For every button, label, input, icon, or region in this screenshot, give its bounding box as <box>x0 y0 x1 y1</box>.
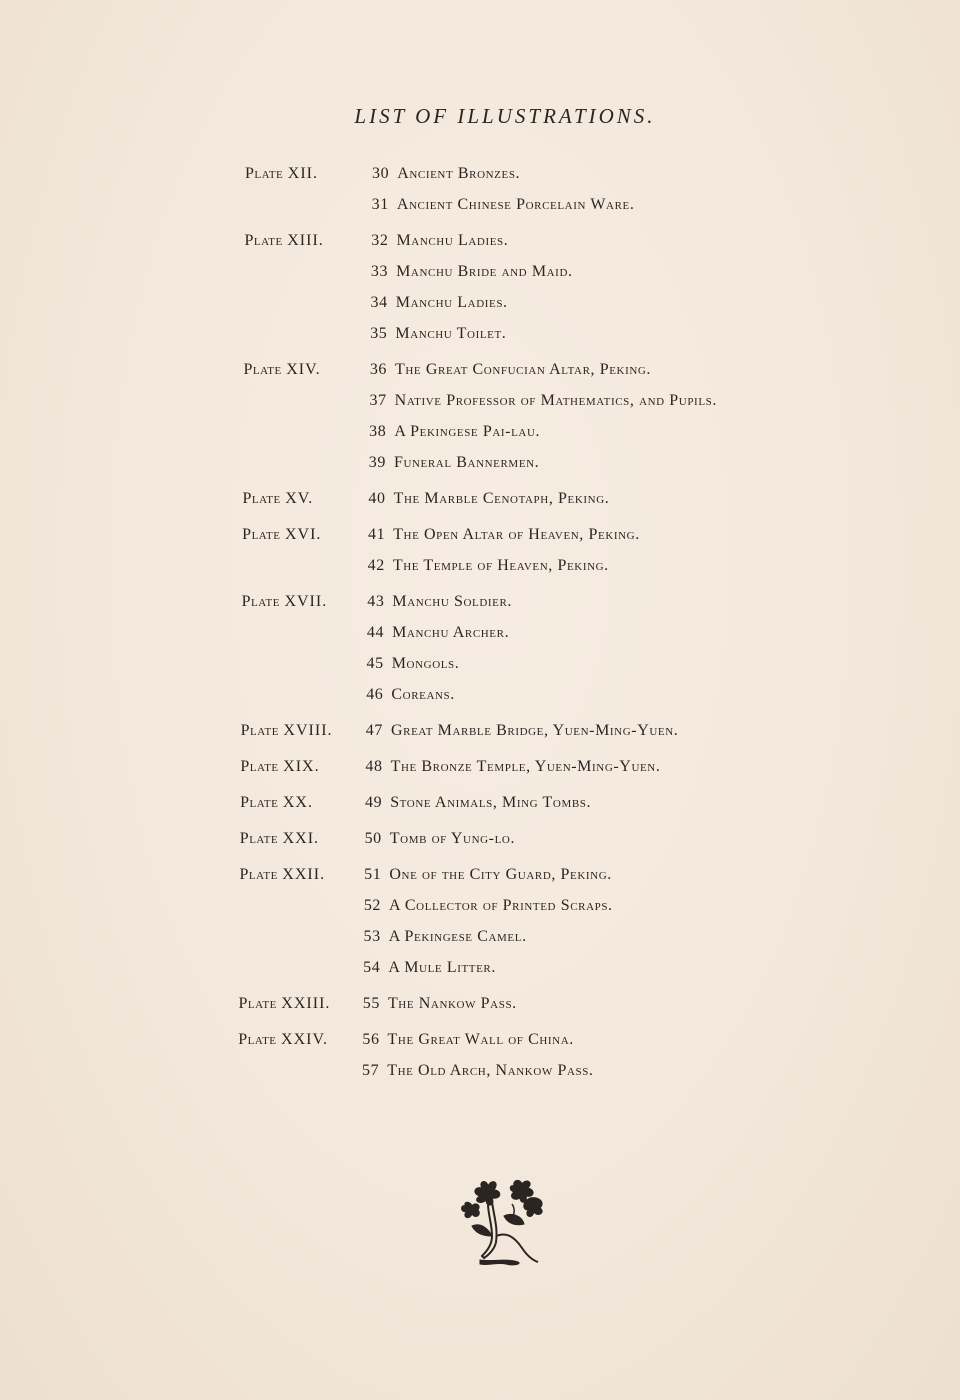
list-item <box>369 392 717 410</box>
plate-number: XXI. <box>282 829 320 847</box>
illustration-title: Ancient Bronzes. <box>397 165 521 182</box>
illustration-title: A Pekingese Camel. <box>388 928 527 945</box>
illustration-title: Tomb of Yung-lo. <box>389 829 516 847</box>
list-item <box>368 557 609 575</box>
list-item <box>372 165 520 183</box>
list-item <box>364 897 613 915</box>
illustration-number: 57 <box>362 1062 380 1079</box>
illustration-number: 32 <box>371 231 389 249</box>
illustration-title: Manchu Soldier. <box>392 593 512 611</box>
illustration-number: 39 <box>368 454 386 472</box>
illustration-title: The Nankow Pass. <box>387 995 517 1012</box>
illustration-title: Manchu Bride and Maid. <box>396 263 573 280</box>
plate-number: XXIII. <box>281 995 331 1012</box>
plate-number: XVI. <box>284 526 322 544</box>
list-item <box>365 794 591 812</box>
plate-word: Plate <box>239 865 278 883</box>
illustration-title: One of the City Guard, Peking. <box>389 865 612 883</box>
plate-word: Plate <box>238 1030 277 1048</box>
list-item <box>370 361 651 379</box>
illustration-title: Mongols. <box>391 655 460 673</box>
list-item <box>370 325 506 343</box>
illustration-title: Ancient Chinese Porcelain Ware. <box>396 196 635 213</box>
illustration-title: Funeral Bannermen. <box>393 454 540 472</box>
plate-word: Plate <box>241 593 280 611</box>
plate-label <box>242 490 313 508</box>
illustration-number: 48 <box>365 758 383 776</box>
illustration-title: The Great Wall of China. <box>387 1030 574 1048</box>
plate-number: XXIV. <box>281 1030 328 1048</box>
plate-word: Plate <box>238 995 277 1012</box>
list-item <box>362 1031 574 1049</box>
plate-label <box>239 995 331 1013</box>
plate-word: Plate <box>242 490 281 508</box>
plate-number: XII. <box>287 165 318 182</box>
illustration-title: A Collector of Printed Scraps. <box>389 896 613 914</box>
list-item <box>372 196 635 214</box>
illustration-number: 30 <box>372 165 390 182</box>
list-item <box>367 624 509 642</box>
list-item <box>371 263 573 281</box>
plate-word: Plate <box>240 722 279 740</box>
plate-number: XXII. <box>282 865 326 883</box>
illustration-title: Great Marble Bridge, Yuen-Ming-Yuen. <box>390 722 679 740</box>
illustration-number: 40 <box>368 490 386 508</box>
illustration-number: 42 <box>367 557 385 575</box>
plate-label <box>240 830 319 848</box>
plate-label <box>243 361 320 379</box>
list-item <box>371 294 508 312</box>
plate-number: XVII. <box>284 593 328 611</box>
illustration-title: The Open Altar of Heaven, Peking. <box>393 526 640 544</box>
list-item <box>368 490 609 508</box>
list-item <box>364 866 612 884</box>
plate-label <box>245 165 318 183</box>
plate-number: XIV. <box>286 361 321 379</box>
illustration-number: 56 <box>362 1030 380 1048</box>
illustration-title: Manchu Toilet. <box>395 325 507 343</box>
list-item <box>367 593 512 611</box>
list-item <box>366 686 455 704</box>
illustration-number: 53 <box>363 928 381 945</box>
illustration-title: A Pekingese Pai-lau. <box>394 423 541 441</box>
list-item <box>365 758 660 776</box>
illustration-number: 33 <box>370 263 389 280</box>
plate-label <box>240 794 313 812</box>
illustration-number: 43 <box>367 593 385 611</box>
illustration-number: 44 <box>366 624 385 642</box>
illustration-title: Manchu Archer. <box>392 624 510 642</box>
plate-number: XIII. <box>287 231 324 249</box>
list-item <box>362 1062 594 1080</box>
illustration-number: 51 <box>364 865 382 883</box>
illustration-title: The Old Arch, Nankow Pass. <box>387 1062 594 1079</box>
illustration-title: Manchu Ladies. <box>396 231 509 249</box>
list-item <box>369 423 540 441</box>
illustration-title: The Bronze Temple, Yuen-Ming-Yuen. <box>390 758 661 776</box>
illustration-title: Coreans. <box>391 686 455 704</box>
plate-number: XV. <box>285 490 314 508</box>
illustration-number: 31 <box>371 196 389 213</box>
list-item <box>367 655 460 673</box>
list-item <box>365 830 515 848</box>
plate-label <box>238 1031 328 1049</box>
illustration-number: 47 <box>365 722 383 740</box>
plate-number: XIX. <box>283 758 320 776</box>
plate-word: Plate <box>244 231 283 249</box>
illustration-title: The Marble Cenotaph, Peking. <box>393 490 610 508</box>
illustration-number: 55 <box>362 995 380 1012</box>
illustration-title: A Mule Litter. <box>388 959 496 977</box>
floral-ornament-icon <box>452 1176 552 1268</box>
plate-label <box>242 593 328 611</box>
illustration-number: 49 <box>364 794 383 811</box>
plate-number: XX. <box>282 794 313 811</box>
illustration-number: 34 <box>370 294 388 312</box>
illustration-number: 52 <box>363 896 382 914</box>
illustration-number: 45 <box>366 655 384 673</box>
list-item <box>363 995 517 1013</box>
illustration-number: 46 <box>366 686 384 704</box>
illustration-title: The Great Confucian Altar, Peking. <box>395 361 652 379</box>
plate-word: Plate <box>240 794 279 811</box>
illustration-title: The Temple of Heaven, Peking. <box>392 557 609 575</box>
plate-label <box>240 866 326 884</box>
plate-word: Plate <box>239 829 279 847</box>
plate-word: Plate <box>243 361 282 379</box>
plate-word: Plate <box>242 526 281 544</box>
illustration-title: Native Professor of Mathematics, and Pupils. <box>394 392 717 410</box>
plate-label <box>244 232 323 250</box>
illustration-number: 50 <box>364 829 382 847</box>
page-title: LIST OF ILLUSTRATIONS. <box>354 104 656 128</box>
plate-word: Plate <box>240 758 279 776</box>
list-item <box>369 454 540 472</box>
illustration-number: 37 <box>369 392 387 410</box>
illustration-number: 41 <box>367 526 386 544</box>
list-item <box>363 928 526 946</box>
list-item <box>366 722 679 740</box>
illustration-number: 38 <box>369 423 387 441</box>
illustration-number: 36 <box>369 361 388 379</box>
list-item <box>363 959 496 977</box>
plate-label <box>242 526 321 544</box>
plate-label <box>241 722 333 740</box>
illustration-number: 54 <box>363 959 381 977</box>
illustration-title: Manchu Ladies. <box>395 294 508 312</box>
list-item <box>371 232 508 250</box>
plate-word: Plate <box>245 165 284 182</box>
plate-number: XVIII. <box>283 722 333 740</box>
list-item <box>368 526 640 544</box>
illustration-title: Stone Animals, Ming Tombs. <box>390 794 592 811</box>
plate-label <box>240 758 319 776</box>
illustration-number: 35 <box>370 325 388 343</box>
